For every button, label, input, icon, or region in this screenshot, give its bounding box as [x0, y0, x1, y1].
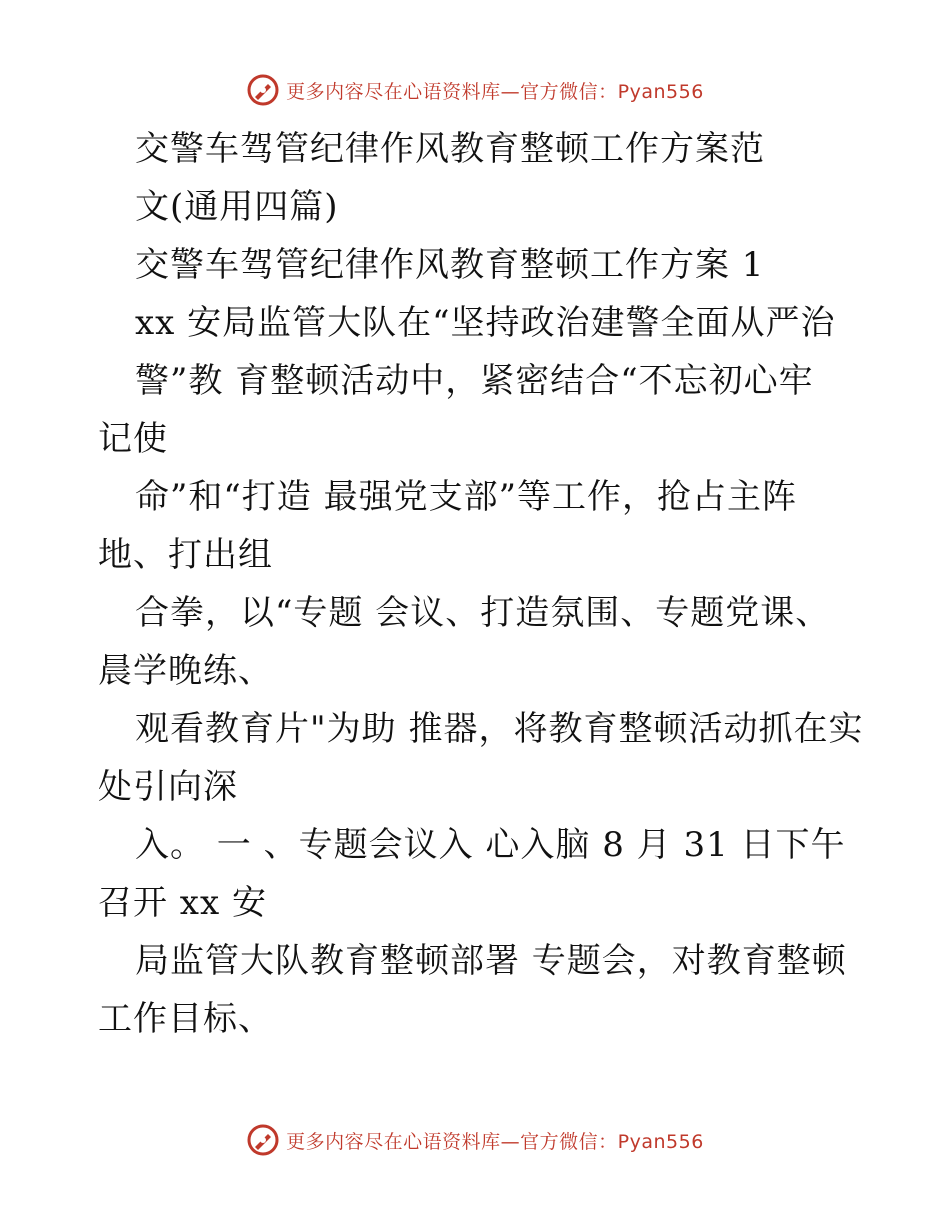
text-line: 交警车驾管纪律作风教育整顿工作方案范: [135, 129, 765, 169]
text-line: 文(通用四篇): [135, 187, 339, 227]
text-line: 召开 xx 安: [98, 883, 267, 923]
text-line: 交警车驾管纪律作风教育整顿工作方案 1: [135, 245, 765, 285]
text-line: 处引向深: [98, 767, 238, 807]
text-line: 观看教育片"为助 推器，将教育整顿活动抓在实: [135, 709, 864, 749]
banner-text: 更多内容尽在心语资料库—官方微信：Pyan556: [286, 80, 704, 103]
footer-banner: [0, 1120, 950, 1160]
text-line: xx 安局监管大队在“坚持政治建警全面从严治: [135, 303, 836, 343]
pen-circle-logo-icon: [246, 1123, 280, 1157]
header-banner: [0, 70, 950, 110]
text-line: 晨学晚练、: [98, 651, 273, 691]
text-line: 入。 一 、专题会议入 心入脑 8 月 31 日下午: [135, 825, 846, 865]
pen-circle-logo-icon: [246, 73, 280, 107]
document-body: [0, 120, 950, 1048]
text-line: 合拳，以“专题 会议、打造氛围、专题党课、: [135, 593, 831, 633]
banner-text: 更多内容尽在心语资料库—官方微信：Pyan556: [286, 1130, 704, 1153]
text-line: 记使: [98, 419, 168, 459]
text-line: 工作目标、: [98, 999, 273, 1039]
text-line: 警”教 育整顿活动中，紧密结合“不忘初心牢: [135, 361, 814, 401]
text-line: 局监管大队教育整顿部署 专题会，对教育整顿: [135, 941, 847, 981]
text-line: 命”和“打造 最强党支部”等工作，抢占主阵: [135, 477, 797, 517]
text-line: 地、打出组: [98, 535, 273, 575]
